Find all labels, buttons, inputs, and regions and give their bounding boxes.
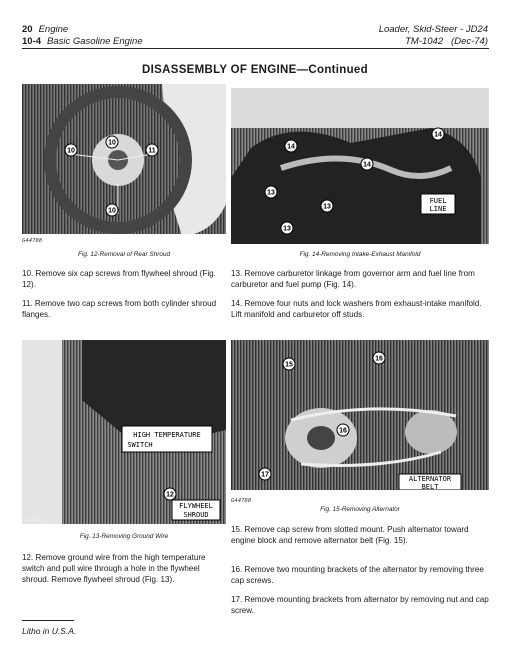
- litho-note: Litho in U.S.A.: [22, 626, 77, 636]
- manual-code: TM-1042: [405, 36, 444, 47]
- callout-14c: 14: [363, 161, 371, 169]
- callout-13a: 13: [267, 189, 275, 197]
- callout-16a: 16: [375, 355, 383, 363]
- step-14: 14. Remove four nuts and lock washers from exhaust-intake manifold. Lift manifold and carburetor off studs.: [231, 299, 482, 319]
- figure-13-caption: Fig. 13-Removing Ground Wire: [79, 533, 169, 540]
- step-17: 17. Remove mounting brackets from alternator by removing nut and cap screw.: [231, 595, 489, 615]
- subsection-name: Basic Gasoline Engine: [47, 36, 143, 47]
- figure-15-caption: Fig. 15-Removing Alternator: [320, 506, 400, 513]
- header-rule: [22, 48, 489, 49]
- callout-12: 12: [166, 491, 174, 499]
- header-left-top: [22, 24, 68, 35]
- figure-13-code: G44789: [24, 518, 45, 524]
- callout-10a: 10: [108, 139, 116, 147]
- ground-wire-illustration: [22, 340, 226, 524]
- callout-13c: 13: [283, 225, 291, 233]
- figure-14-caption: Fig. 14-Removing Intake-Exhaust Manifold: [299, 251, 421, 258]
- footer-rule: [22, 620, 74, 621]
- flywheel-illustration: [22, 84, 226, 246]
- figure-14-photo: [231, 88, 489, 244]
- label-shroud: SHROUD: [183, 511, 209, 519]
- step-10: 10. Remove six cap screws from flywheel shroud (Fig. 12).: [22, 269, 216, 289]
- callout-16b: 16: [339, 427, 347, 435]
- step-11: 11. Remove two cap screws from both cylinder shroud flanges.: [22, 299, 217, 319]
- manifold-illustration: [231, 88, 489, 244]
- callout-13b: 13: [323, 203, 331, 211]
- callout-10c: 10: [108, 207, 116, 215]
- callout-14a: 14: [434, 131, 442, 139]
- figure-15-photo: [231, 340, 489, 490]
- figure-12-code: G44788: [22, 238, 43, 244]
- callout-15: 15: [285, 361, 293, 369]
- machine-name: Loader, Skid-Steer - JD24: [378, 24, 488, 35]
- step-12: 12. Remove ground wire from the high temperature switch and pull wire through a hole in the flywheel shroud. Remove flywheel shroud (Fig. 13).: [22, 553, 206, 584]
- section-name: Engine: [38, 24, 69, 35]
- label-high-temperature: HIGH TEMPERATURE: [133, 431, 201, 439]
- page-number: 20: [22, 24, 33, 35]
- callout-14b: 14: [287, 143, 295, 151]
- manual-id: [405, 36, 488, 47]
- label-switch: SWITCH: [127, 441, 153, 449]
- figure-13-photo: [22, 340, 226, 524]
- callout-17: 17: [261, 471, 269, 479]
- figure-15-code: G44788: [231, 498, 252, 504]
- header-left-bottom: [22, 36, 143, 47]
- page-title: DISASSEMBLY OF ENGINE—Continued: [142, 64, 368, 76]
- step-13: 13. Remove carburetor linkage from governor arm and fuel line from carburetor and fuel pump (Fig. 14).: [231, 269, 475, 289]
- sub-number: 10-4: [22, 36, 42, 47]
- step-16: 16. Remove two mounting brackets of the alternator by removing three cap screws.: [231, 565, 484, 585]
- label-alternator: ALTERNATOR: [408, 475, 452, 483]
- alternator-illustration: [231, 340, 489, 490]
- callout-10b: 10: [67, 147, 75, 155]
- step-15: 15. Remove cap screw from slotted mount. Push alternator toward engine block and remove alternator belt (Fig. 15).: [231, 525, 469, 545]
- callout-11: 11: [148, 147, 156, 155]
- label-fuel: FUEL: [429, 197, 447, 205]
- label-line: LINE: [429, 205, 447, 213]
- figure-12-caption: Fig. 12-Removal of Rear Shroud: [78, 251, 170, 258]
- figure-12-photo: [22, 84, 226, 246]
- label-belt: BELT: [421, 483, 439, 490]
- label-flywheel: FLYWHEEL: [179, 502, 213, 510]
- manual-date: (Dec-74): [451, 36, 488, 47]
